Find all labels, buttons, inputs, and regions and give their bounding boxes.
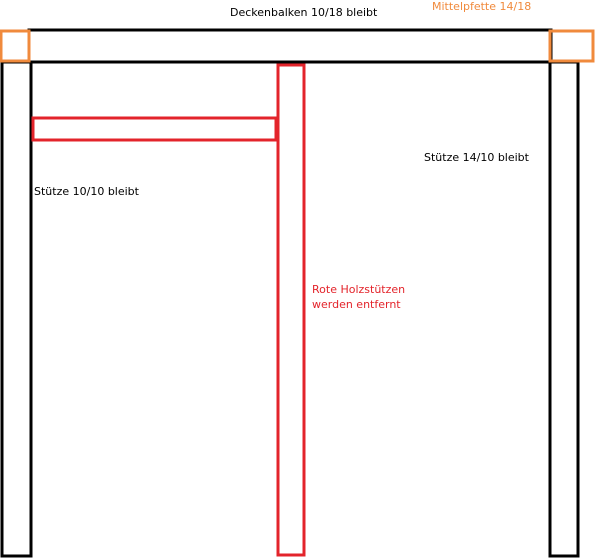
beam-label: Deckenbalken 10/18 bleibt: [230, 6, 378, 19]
red-note-line1: Rote Holzstützen: [312, 283, 406, 296]
red-horizontal-post: [33, 118, 276, 140]
right-post: [550, 62, 578, 556]
pfette-label: Mittelpfette 14/18: [432, 0, 532, 13]
red-note-label: [312, 282, 422, 312]
red-vertical-post: [278, 65, 304, 555]
ceiling-beam: [29, 30, 551, 62]
left-post: [2, 62, 31, 556]
left-post-label: Stütze 10/10 bleibt: [34, 185, 139, 198]
red-note-line2: werden entfernt: [312, 298, 401, 311]
purlin-right: [550, 31, 593, 61]
purlin-left: [1, 31, 29, 61]
right-post-label: Stütze 14/10 bleibt: [424, 151, 529, 164]
